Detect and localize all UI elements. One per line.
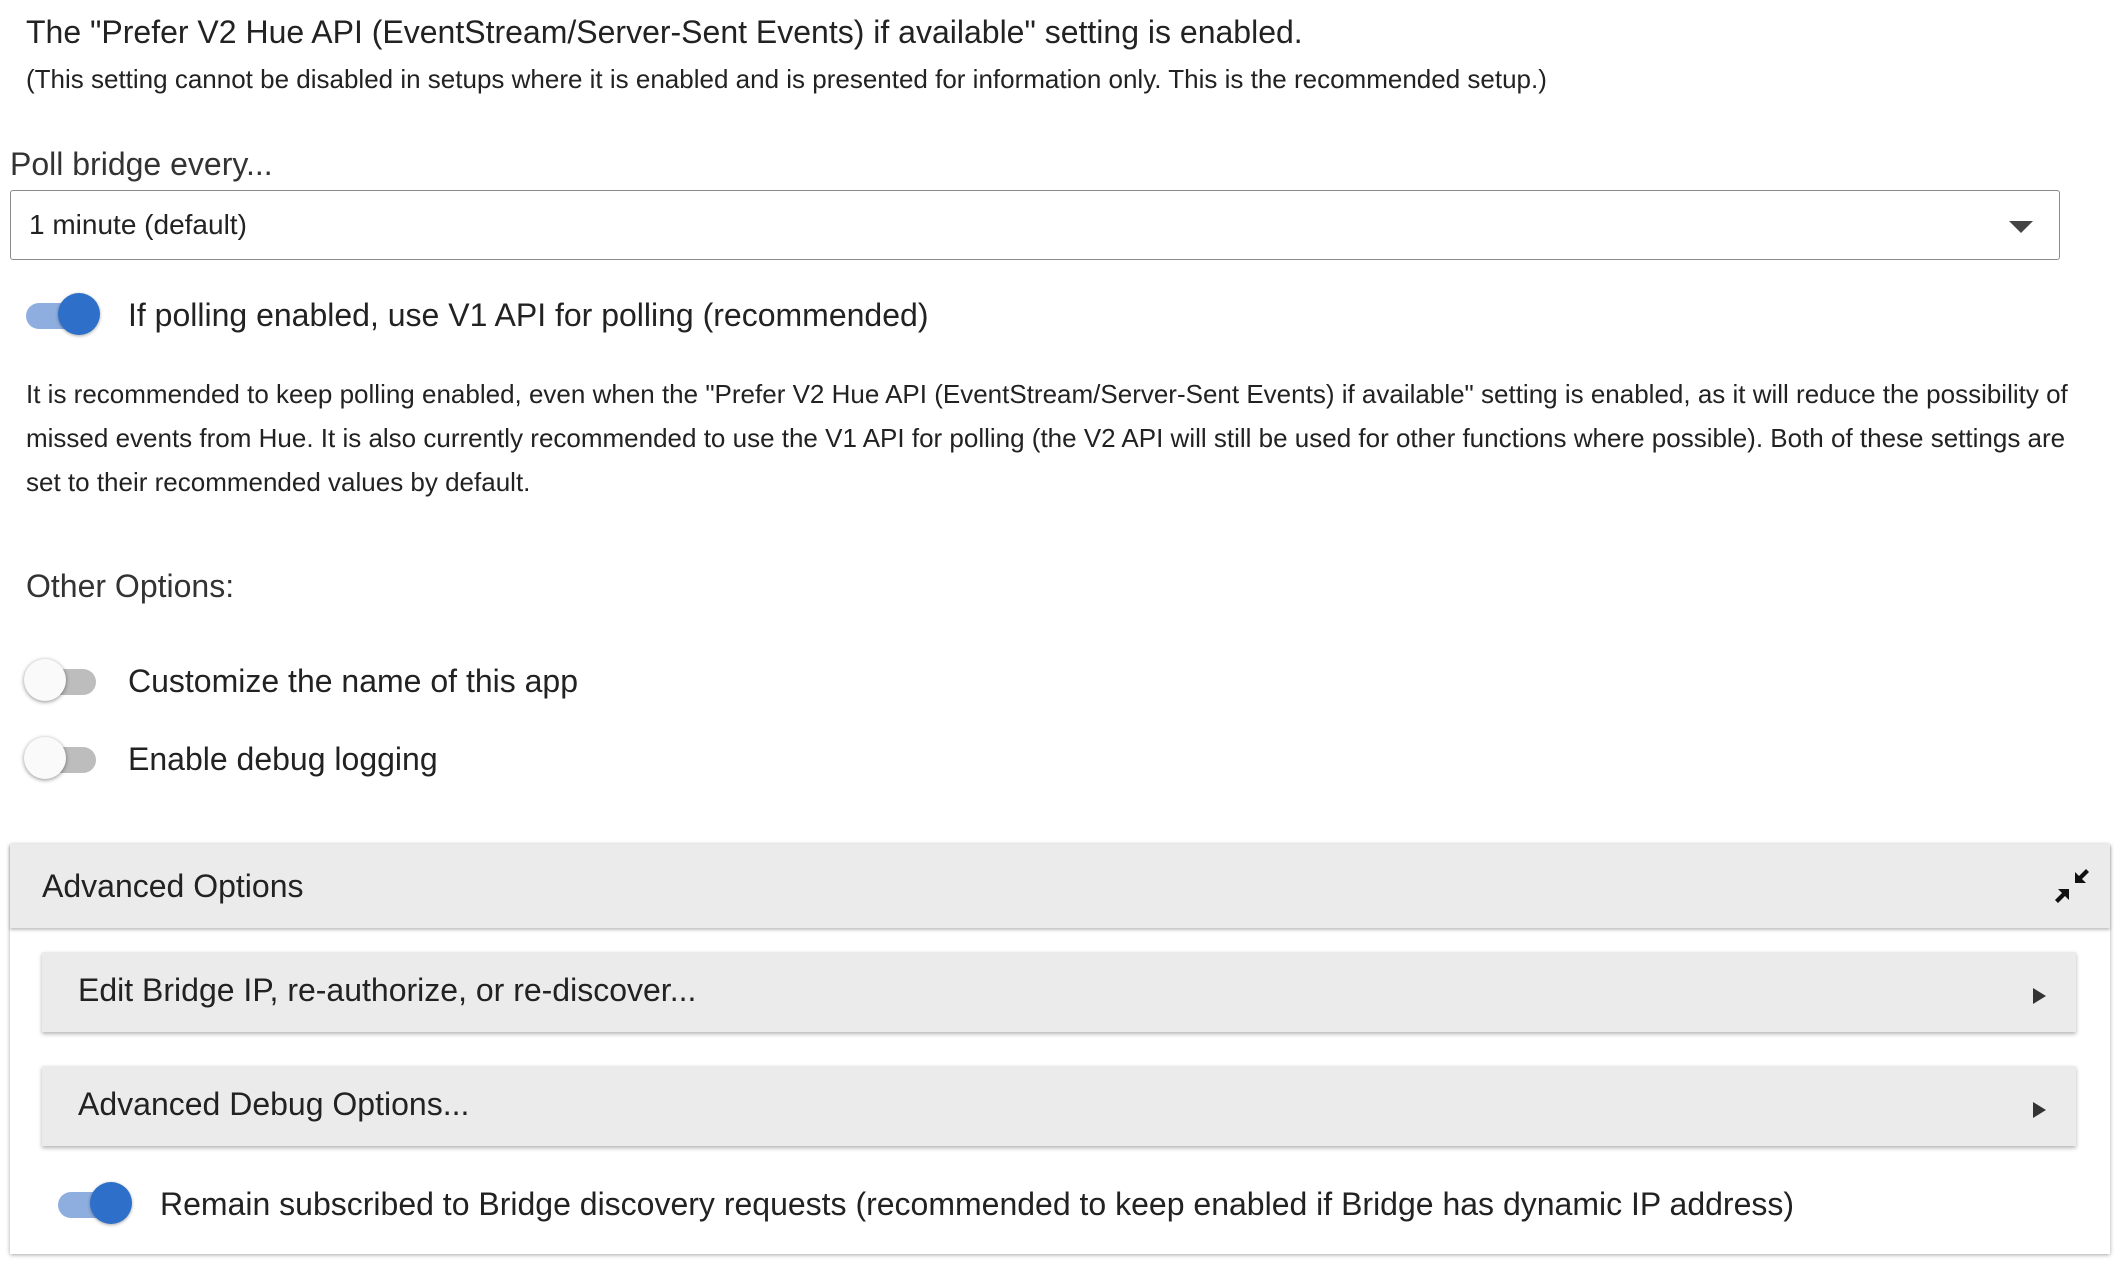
v1-polling-toggle[interactable] (24, 293, 98, 337)
advanced-debug-section[interactable] (42, 1066, 2076, 1146)
toggle-knob (58, 293, 100, 335)
poll-interval-label: Poll bridge every... (10, 146, 273, 182)
v1-polling-label: If polling enabled, use V1 API for polling (recommended) (128, 296, 929, 333)
toggle-knob (90, 1182, 132, 1224)
bridge-discovery-toggle-row[interactable] (56, 1182, 1794, 1226)
customize-name-label: Customize the name of this app (128, 662, 579, 699)
toggle-knob (24, 659, 66, 701)
poll-interval-select[interactable] (10, 190, 2060, 260)
debug-logging-label: Enable debug logging (128, 740, 438, 777)
expand-caret-icon (2033, 988, 2046, 1004)
edit-bridge-title: Edit Bridge IP, re-authorize, or re-discover... (78, 972, 697, 1008)
advanced-debug-title: Advanced Debug Options... (78, 1086, 470, 1122)
dropdown-caret-icon (2009, 221, 2033, 233)
toggle-knob (24, 737, 66, 779)
v2-api-info-note: (This setting cannot be disabled in setups where it is enabled and is presented for information only. This is the recommended setup.) (26, 64, 1547, 94)
customize-name-toggle[interactable] (24, 659, 98, 703)
advanced-options-title: Advanced Options (42, 868, 304, 904)
advanced-options-panel (10, 844, 2110, 1254)
v1-polling-toggle-row[interactable] (24, 293, 928, 337)
bridge-discovery-label: Remain subscribed to Bridge discovery requests (recommended to keep enabled if Bridge has dynamic IP address) (160, 1185, 1795, 1222)
advanced-options-header[interactable] (10, 844, 2110, 928)
collapse-arrows-icon[interactable] (2052, 866, 2092, 906)
v2-api-info-title: The "Prefer V2 Hue API (EventStream/Server-Sent Events) if available" setting is enabled. (26, 14, 1303, 50)
customize-name-toggle-row[interactable] (24, 659, 578, 703)
edit-bridge-section[interactable] (42, 952, 2076, 1032)
expand-caret-icon (2033, 1102, 2046, 1118)
bridge-discovery-toggle[interactable] (56, 1182, 130, 1226)
debug-logging-toggle-row[interactable] (24, 737, 438, 781)
poll-interval-value: 1 minute (default) (29, 209, 247, 240)
debug-logging-toggle[interactable] (24, 737, 98, 781)
polling-recommendation-text: It is recommended to keep polling enabled, even when the "Prefer V2 Hue API (EventStream/Server-Sent Events) if available" setting is enabled, as it will reduce the possibility of missed events from Hue. It is also currently recommended to use the V1 API for polling (the V2 API will still be used for other functions where possible). Both of these settings are set to their recommended values by default. (26, 379, 2068, 497)
other-options-heading: Other Options: (26, 568, 235, 604)
